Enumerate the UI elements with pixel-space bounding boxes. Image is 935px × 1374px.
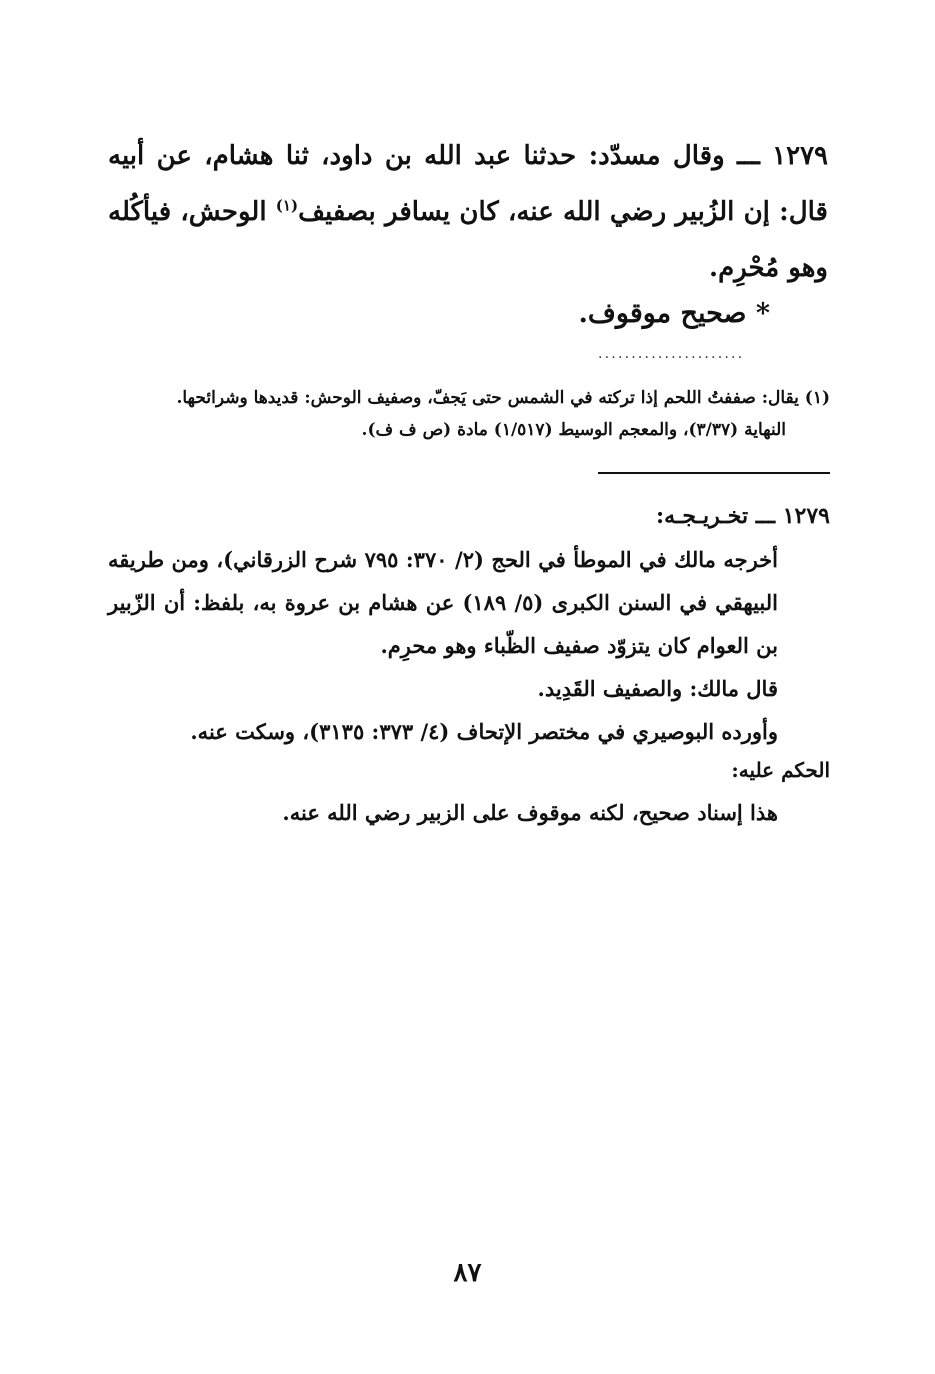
hadith-text-before-note: ـــ وقال مسدّد: حدثنا عبد الله بن داود، ثنا هشام، عن أبيه قال: إن الزُبير رضي الله عنه، كان يسافر بصفيف — [108, 141, 828, 227]
footnote-line-2: النهاية (٣/٣٧)، والمعجم الوسيط (١/٥١٧) مادة (ص ف ف). — [361, 420, 786, 440]
hukm-text: هذا إسناد صحيح، لكنه موقوف على الزبير رضي الله عنه. — [282, 800, 778, 825]
section-divider — [598, 472, 830, 474]
hadith-text-after-note: الوحش، فيأكُله وهو مُحْرِم. — [108, 197, 828, 283]
takhrij-body — [108, 538, 830, 753]
hadith-verdict: * صحيح موقوف. — [578, 298, 770, 329]
hadith-text — [108, 128, 828, 296]
takhrij-paragraph-2: قال مالك: والصفيف القَدِيد. — [537, 676, 778, 701]
page-number: ٨٧ — [453, 1258, 482, 1288]
takhrij-paragraph-1: أخرجه مالك في الموطأ في الحج (٢/ ٣٧٠: ٧٩٥ شرح الزرقاني)، ومن طريقه البيهقي في السنن الكبرى (٥/ ١٨٩) عن هشام بن عروة به، بلفظ: أن الزّبير بن العوام كان يتزوّد صفيف الظّباء وهو محرِم. — [108, 547, 778, 658]
footnote-line-1: (١) يقال: صففتُ اللحم إذا تركته في الشمس حتى يَجفّ، وصفيف الوحش: قديدها وشرائحها. — [176, 388, 830, 408]
footnote-reference[interactable]: (١) — [275, 196, 299, 215]
footnote-separator: ...................... — [598, 346, 745, 362]
takhrij-paragraph-3: وأورده البوصيري في مختصر الإتحاف (٤/ ٣٧٣: ٣١٣٥)، وسكت عنه. — [190, 719, 778, 744]
hukm-heading: الحكم عليه: — [731, 758, 830, 782]
hadith-number: ١٢٧٩ — [772, 141, 828, 171]
takhrij-heading: ١٢٧٩ ـــ تخـريـجـه: — [656, 503, 830, 529]
footnote — [108, 382, 830, 446]
